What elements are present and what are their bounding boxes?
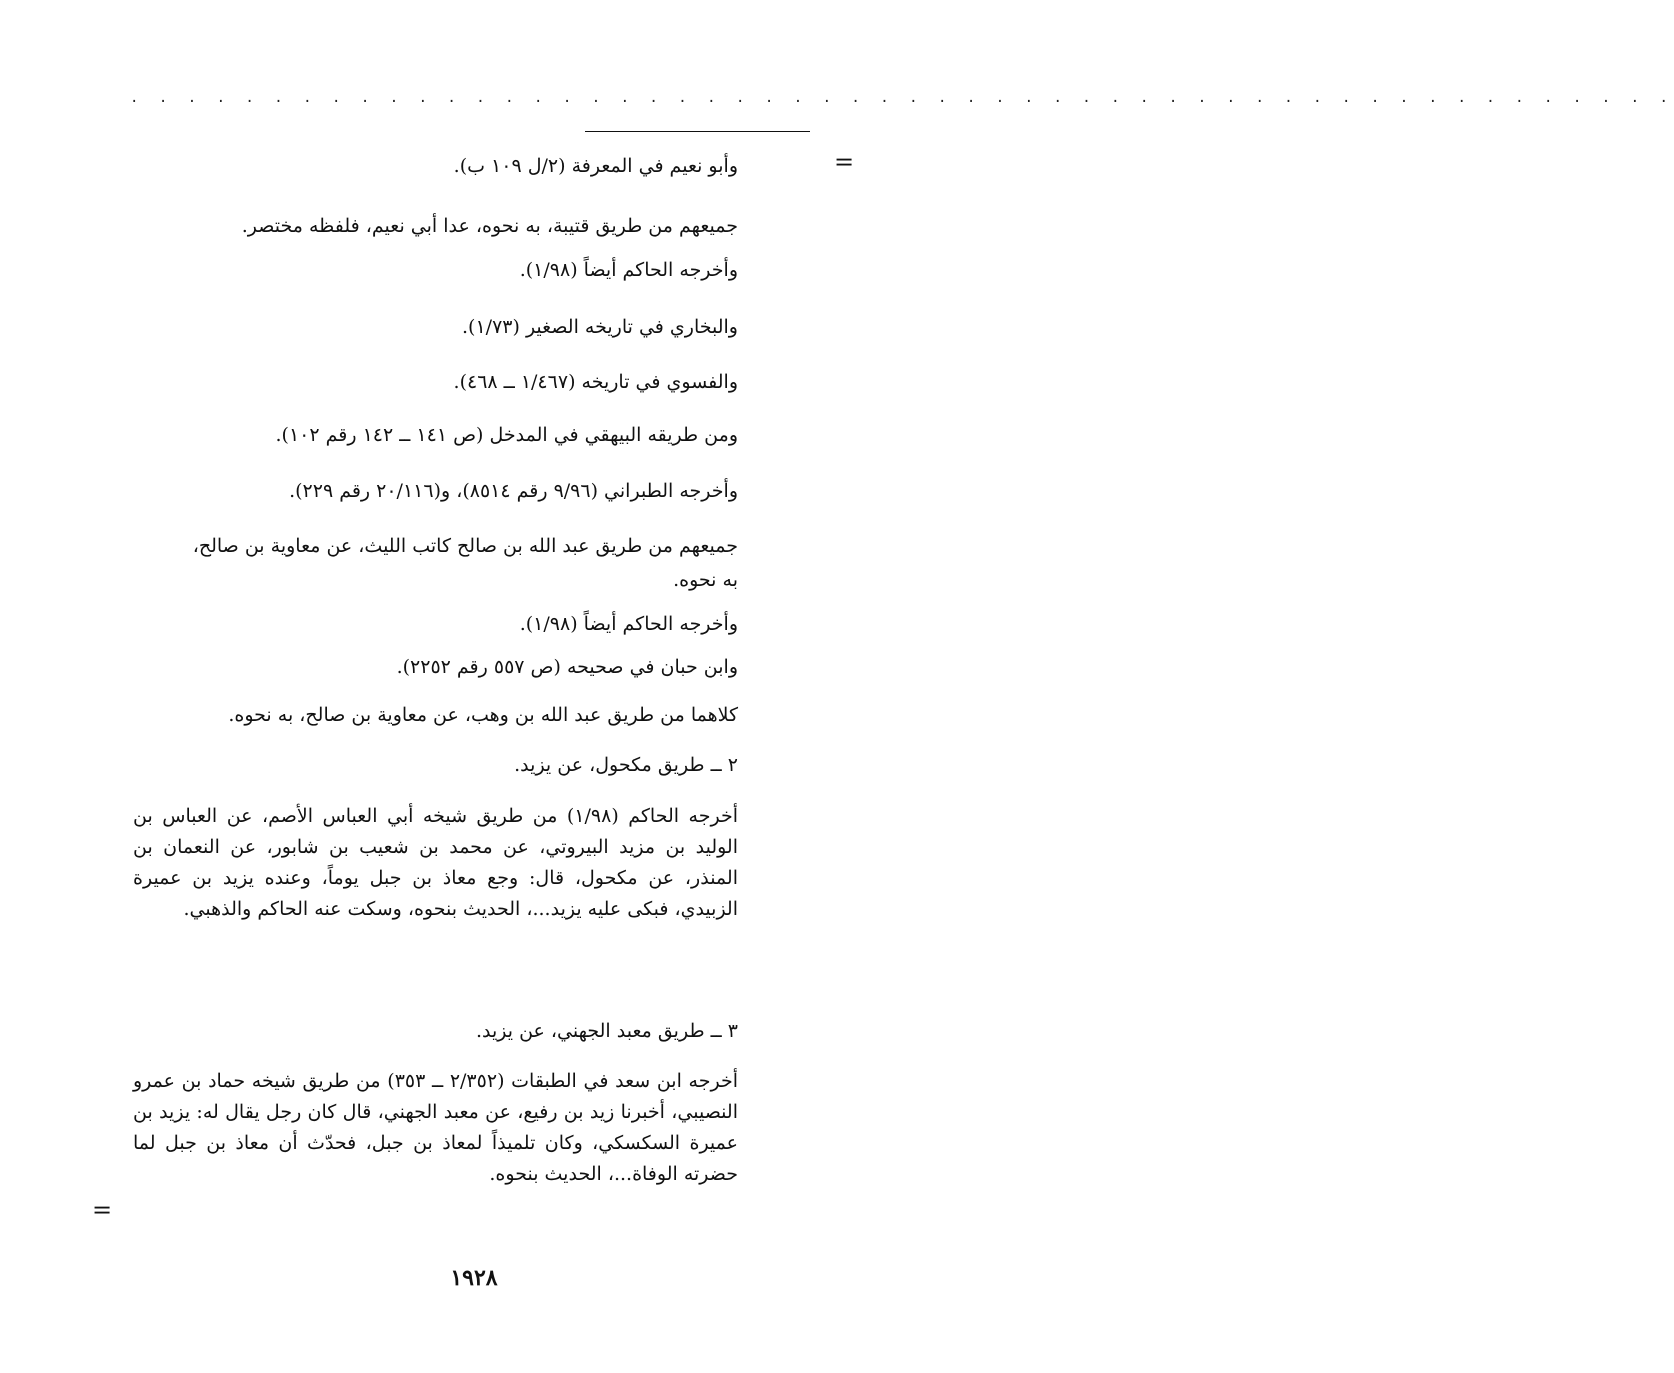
section-heading: ٣ ــ طريق معبد الجهني، عن يزيد. xyxy=(475,1020,738,1042)
footnote-line: وابن حبان في صحيحه (ص ٥٥٧ رقم ٢٢٥٢). xyxy=(396,656,738,678)
dotted-separator: . . . . . . . . . . . . . . . . . . . . . . . . . . . . . . . . . . . . . . . . . . . . . . . . . . . . . . xyxy=(130,90,1674,106)
page-number: ١٩٢٨ xyxy=(450,1265,498,1291)
footnote-line: وأخرجه الحاكم أيضاً (١/٩٨). xyxy=(519,259,738,281)
footnote-line: والبخاري في تاريخه الصغير (١/٧٣). xyxy=(462,316,738,338)
footnote-line: كلاهما من طريق عبد الله بن وهب، عن معاوية بن صالح، به نحوه. xyxy=(228,704,738,726)
footnote-line: وأخرجه الطبراني (٩/٩٦ رقم ٨٥١٤)، و(٢٠/١١٦ رقم ٢٢٩). xyxy=(289,480,738,502)
footnote-rule xyxy=(585,131,810,132)
footnote-paragraph: أخرجه ابن سعد في الطبقات (٢/٣٥٢ ــ ٣٥٣) من طريق شيخه حماد بن عمرو النصيبي، أخبرنا زيد بن رفيع، عن معبد الجهني، قال كان رجل يقال له: يزيد بن عميرة السكسكي، وكان تلميذاً لمعاذ بن جبل، فحدّث أن معاذ بن جبل لما حضرته الوفاة...، الحديث بنحوه. xyxy=(133,1070,738,1185)
continuation-mark-bottom: = xyxy=(92,1196,113,1224)
footnote-line: وأبو نعيم في المعرفة (٢/ل ١٠٩ ب). xyxy=(453,155,738,177)
footnote-line: وأخرجه الحاكم أيضاً (١/٩٨). xyxy=(519,613,738,635)
footnote-line: ومن طريقه البيهقي في المدخل (ص ١٤١ ــ ١٤٢ رقم ١٠٢). xyxy=(275,424,738,446)
section-heading: ٢ ــ طريق مكحول، عن يزيد. xyxy=(514,754,738,776)
footnote-line: والفسوي في تاريخه (١/٤٦٧ ــ ٤٦٨). xyxy=(453,371,738,393)
footnote-line: جميعهم من طريق قتيبة، به نحوه، عدا أبي نعيم، فلفظه مختصر. xyxy=(241,215,738,237)
continuation-mark-top: = xyxy=(834,148,855,176)
footnote-line: به نحوه. xyxy=(673,569,738,591)
footnote-paragraph: أخرجه الحاكم (١/٩٨) من طريق شيخه أبي العباس الأصم، عن العباس بن الوليد بن مزيد البيروتي، عن محمد بن شعيب بن شابور، عن النعمان بن المنذر، عن مكحول، قال: وجع معاذ بن جبل يوماً، وعنده يزيد بن عميرة الزبيدي، فبكى عليه يزيد...، الحديث بنحوه، وسكت عنه الحاكم والذهبي. xyxy=(133,805,738,920)
footnote-line: جميعهم من طريق عبد الله بن صالح كاتب الليث، عن معاوية بن صالح، xyxy=(192,535,738,557)
